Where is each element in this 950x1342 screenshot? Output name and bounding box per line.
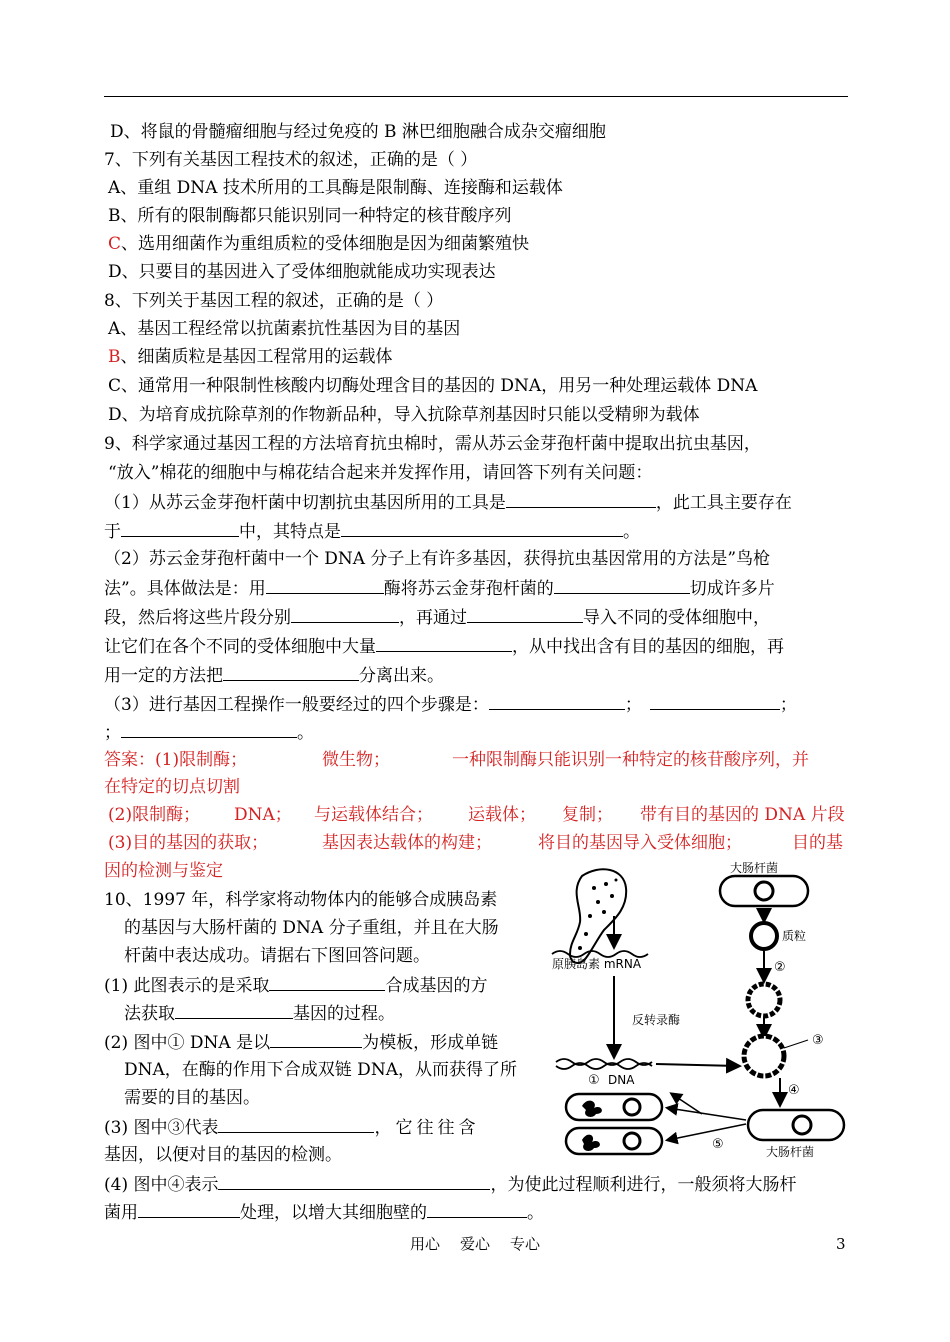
answer-text-13: 目的基 <box>792 833 843 853</box>
q9-part2-text-5: ，再通过 <box>399 608 467 628</box>
q10-part4-text-5: 。 <box>527 1203 544 1223</box>
header-rule <box>104 96 848 97</box>
answer-blank[interactable] <box>269 973 385 991</box>
clone-cell-1 <box>566 1094 662 1120</box>
answer-text: 答案：(1)限制酶； <box>104 750 248 770</box>
page-number: 3 <box>836 1235 846 1253</box>
q10-part4-text-4: 处理，以增大其细胞壁的 <box>240 1203 427 1223</box>
answer-blank[interactable] <box>376 634 512 652</box>
option-d-prev: D、将鼠的骨髓瘤细胞与经过免疫的 B 淋巴细胞融合成杂交瘤细胞 <box>110 122 606 142</box>
q9-part2-text-9: 用一定的方法把 <box>104 666 223 686</box>
q10-part1-line1 <box>104 973 487 998</box>
answer-text-10: (3)目的基因的获取； <box>108 833 269 853</box>
question-9: 9、科学家通过基因工程的方法培育抗虫棉时，需从苏云金芽孢杆菌中提取出抗虫基因， <box>104 434 761 454</box>
q9-part2-text-2: 酶将苏云金芽孢杆菌的 <box>383 579 554 599</box>
q10-part1-text: (1) 此图表示的是采取 <box>104 976 270 996</box>
answer-blank[interactable] <box>223 663 359 681</box>
answer-blank[interactable] <box>266 576 384 594</box>
answer-line-5: 因的检测与鉴定 <box>104 861 223 881</box>
q10-part4-text-2: ，为使此过程顺利进行，一般须将大肠杆 <box>490 1175 797 1195</box>
answer-blank[interactable] <box>506 490 656 508</box>
plasmid <box>751 923 777 949</box>
answer-blank[interactable] <box>489 692 625 710</box>
question-10-cont: 的基因与大肠杆菌的 DNA 分子重组，并且在大肠 <box>124 918 499 938</box>
q10-part2-line1 <box>104 1030 498 1055</box>
q9-part1-line2 <box>104 519 640 544</box>
step-5-marker: ⑤ <box>712 1137 724 1152</box>
q10-part4-line2 <box>104 1200 544 1225</box>
q9-part2-text-6: 导入不同的受体细胞中， <box>583 608 770 628</box>
question-7: 7、下列有关基因工程技术的叙述，正确的是（ ） <box>104 150 478 170</box>
answer-blank[interactable] <box>554 576 690 594</box>
q10-part4-line1 <box>104 1172 796 1197</box>
q8-option-b-text: 、细菌质粒是基因工程常用的运载体 <box>120 347 393 367</box>
ecoli-top-label: 大肠杆菌 <box>730 861 779 875</box>
answer-text-2: 微生物； <box>322 750 390 770</box>
clone-2-plasmid <box>624 1133 640 1149</box>
q9-part2-line2 <box>104 576 775 601</box>
q10-part1-text-3: 法获取 <box>124 1004 175 1024</box>
answer-text-6: 与运载体结合； <box>314 805 433 825</box>
arrow-step-5a <box>668 1108 746 1120</box>
q7-option-c-text: 、选用细菌作为重组质粒的受体细胞是因为细菌繁殖快 <box>121 234 530 254</box>
answer-text-12: 将目的基因导入受体细胞； <box>538 833 742 853</box>
q7-option-d: D、只要目的基因进入了受体细胞就能成功实现表达 <box>108 262 496 282</box>
step-4-marker: ④ <box>788 1083 800 1098</box>
q9-part3-sep-2: ； <box>779 695 797 715</box>
rt-label: 反转录酶 <box>632 1013 681 1027</box>
q9-part1-text: （1）从苏云金芽孢杆菌中切割抗虫基因所用的工具是 <box>104 493 506 513</box>
q9-part2-text-7: 让它们在各个不同的受体细胞中大量 <box>104 637 376 657</box>
q9-part3-line2 <box>104 720 314 745</box>
step-1-marker: ① <box>588 1073 600 1088</box>
question-10-cont-2: 杆菌中表达成功。请据右下图回答问题。 <box>124 946 430 966</box>
q9-part2-line5 <box>104 663 444 688</box>
q7-option-b: B、所有的限制酶都只能识别同一种特定的核苷酸序列 <box>108 206 512 226</box>
question-9-cont: “放入”棉花的细胞中与棉花结合起来并发挥作用，请回答下列有关问题： <box>108 463 653 483</box>
answer-blank[interactable] <box>175 1001 293 1019</box>
footer-word-2: 爱心 <box>459 1235 490 1253</box>
q10-part3-text-2: ，它往往含 <box>374 1118 480 1138</box>
answer-blank[interactable] <box>291 605 399 623</box>
q10-part1-line2 <box>124 1001 395 1026</box>
ecoli-bottom-label: 大肠杆菌 <box>766 1145 815 1159</box>
q9-part3-line1 <box>104 692 797 717</box>
q10-part2-line2: DNA，在酶的作用下合成双链 DNA，从而获得了所 <box>124 1060 517 1080</box>
clone-cell-2 <box>566 1128 662 1154</box>
q9-part2-text-8: ，从中找出含有目的基因的细胞，再 <box>512 637 784 657</box>
q10-part2-text-2: 为模板，形成单链 <box>362 1033 499 1053</box>
q9-part2-line4 <box>104 634 784 659</box>
q10-part2-text: (2) 图中① DNA 是以 <box>104 1033 271 1053</box>
question-10: 10、1997 年，科学家将动物体内的能够合成胰岛素 <box>104 890 498 910</box>
answer-blank[interactable] <box>341 519 623 537</box>
dna-strand-2 <box>556 1063 652 1069</box>
q8-option-b <box>108 345 393 369</box>
answer-text-11: 基因表达载体的构建； <box>322 833 492 853</box>
q9-part3-text: （3）进行基因工程操作一般要经过的四个步骤是： <box>104 695 489 715</box>
ecoli-top-plasmid <box>755 882 773 900</box>
answer-line-3 <box>108 803 852 827</box>
question-8: 8、下列关于基因工程的叙述，正确的是（ ） <box>104 291 444 311</box>
step-3-marker: ③ <box>812 1033 824 1048</box>
q9-part3-end: 。 <box>297 723 314 743</box>
q8-option-a: A、基因工程经常以抗菌素抗性基因为目的基因 <box>108 319 461 339</box>
footer-word-3: 专心 <box>510 1235 541 1253</box>
answer-text-9: 带有目的基因的 DNA 片段 <box>640 805 845 825</box>
q7-option-c <box>108 232 529 256</box>
answer-blank[interactable] <box>218 1115 374 1133</box>
gene-cloning-figure <box>552 858 852 1159</box>
q9-part1-text-4: 中，其特点是 <box>239 522 341 542</box>
q9-part2-line3 <box>104 605 770 630</box>
q9-part3-sep-3: ； <box>104 723 121 743</box>
answer-blank[interactable] <box>467 605 583 623</box>
q9-part1-line1 <box>104 490 792 515</box>
answer-blank[interactable] <box>121 519 239 537</box>
answer-line-2: 在特定的切点切割 <box>104 777 240 797</box>
q8-answer-letter: B <box>108 347 121 367</box>
footer-word-1: 用心 <box>409 1235 440 1253</box>
q9-part1-text-2: ，此工具主要存在 <box>655 493 792 513</box>
recombinant-plasmid <box>744 1036 784 1076</box>
q9-part2-text-4: 段，然后将这些片段分别 <box>104 608 291 628</box>
answer-line-4 <box>108 831 852 855</box>
q10-part3-text: (3) 图中③代表 <box>104 1118 219 1138</box>
answer-blank[interactable] <box>138 1200 240 1218</box>
q9-part1-text-5: 。 <box>623 522 640 542</box>
arrow-step-5b <box>668 1124 746 1140</box>
answer-text-7: 运载体； <box>468 805 536 825</box>
arrow-dna-to-recombinant <box>656 1064 738 1066</box>
answer-blank[interactable] <box>427 1200 527 1218</box>
q10-part2-line3: 需要的目的基因。 <box>124 1088 260 1108</box>
answer-text-4: (2)限制酶； <box>108 805 201 825</box>
q9-part2-text-3: 切成许多片 <box>689 579 775 599</box>
q7-answer-letter: C <box>108 234 122 254</box>
step-3-pointer <box>784 1040 808 1048</box>
q9-part1-text-3: 于 <box>104 522 121 542</box>
q9-part2-line1: （2）苏云金芽孢杆菌中一个 DNA 分子上有许多基因，获得抗虫基因常用的方法是”鸟枪 <box>104 549 771 569</box>
dna-label: DNA <box>608 1073 635 1087</box>
cut-plasmid <box>748 984 780 1016</box>
q10-part4-text: (4) 图中④表示 <box>104 1175 219 1195</box>
q9-part2-text-10: 分离出来。 <box>359 666 444 686</box>
ecoli-bottom-plasmid <box>793 1116 811 1134</box>
q10-part1-text-2: 合成基因的方 <box>385 976 488 996</box>
answer-blank[interactable] <box>650 692 780 710</box>
q10-part3-line1 <box>104 1115 479 1140</box>
q10-part4-text-3: 菌用 <box>104 1203 138 1223</box>
page-footer <box>0 1234 950 1254</box>
answer-blank[interactable] <box>218 1172 490 1190</box>
answer-text-5: DNA； <box>234 805 292 825</box>
answer-text-8: 复制； <box>562 805 613 825</box>
clone-1-plasmid <box>624 1099 640 1115</box>
q9-part3-sep: ； <box>624 695 642 715</box>
q10-part1-text-4: 基因的过程。 <box>293 1004 395 1024</box>
q7-option-a: A、重组 DNA 技术所用的工具酶是限制酶、连接酶和运载体 <box>108 178 563 198</box>
q9-part2-text: 法”。具体做法是：用 <box>104 579 266 599</box>
step-2-marker: ② <box>774 960 786 975</box>
q10-part3-line2: 基因，以便对目的基因的检测。 <box>104 1145 342 1165</box>
answer-line-1 <box>104 748 848 772</box>
q8-option-d: D、为培育成抗除草剂的作物新品种，导入抗除草剂基因时只能以受精卵为载体 <box>108 405 700 425</box>
plasmid-label: 质粒 <box>782 929 807 943</box>
mrna-label: 原胰岛素 mRNA <box>552 957 642 971</box>
answer-blank[interactable] <box>270 1030 362 1048</box>
answer-text-3: 一种限制酶只能识别一种特定的核苷酸序列，并 <box>452 750 809 770</box>
answer-blank[interactable] <box>121 720 297 738</box>
q8-option-c: C、通常用一种限制性核酸内切酶处理含目的基因的 DNA，用另一种处理运载体 DNA <box>108 376 758 396</box>
